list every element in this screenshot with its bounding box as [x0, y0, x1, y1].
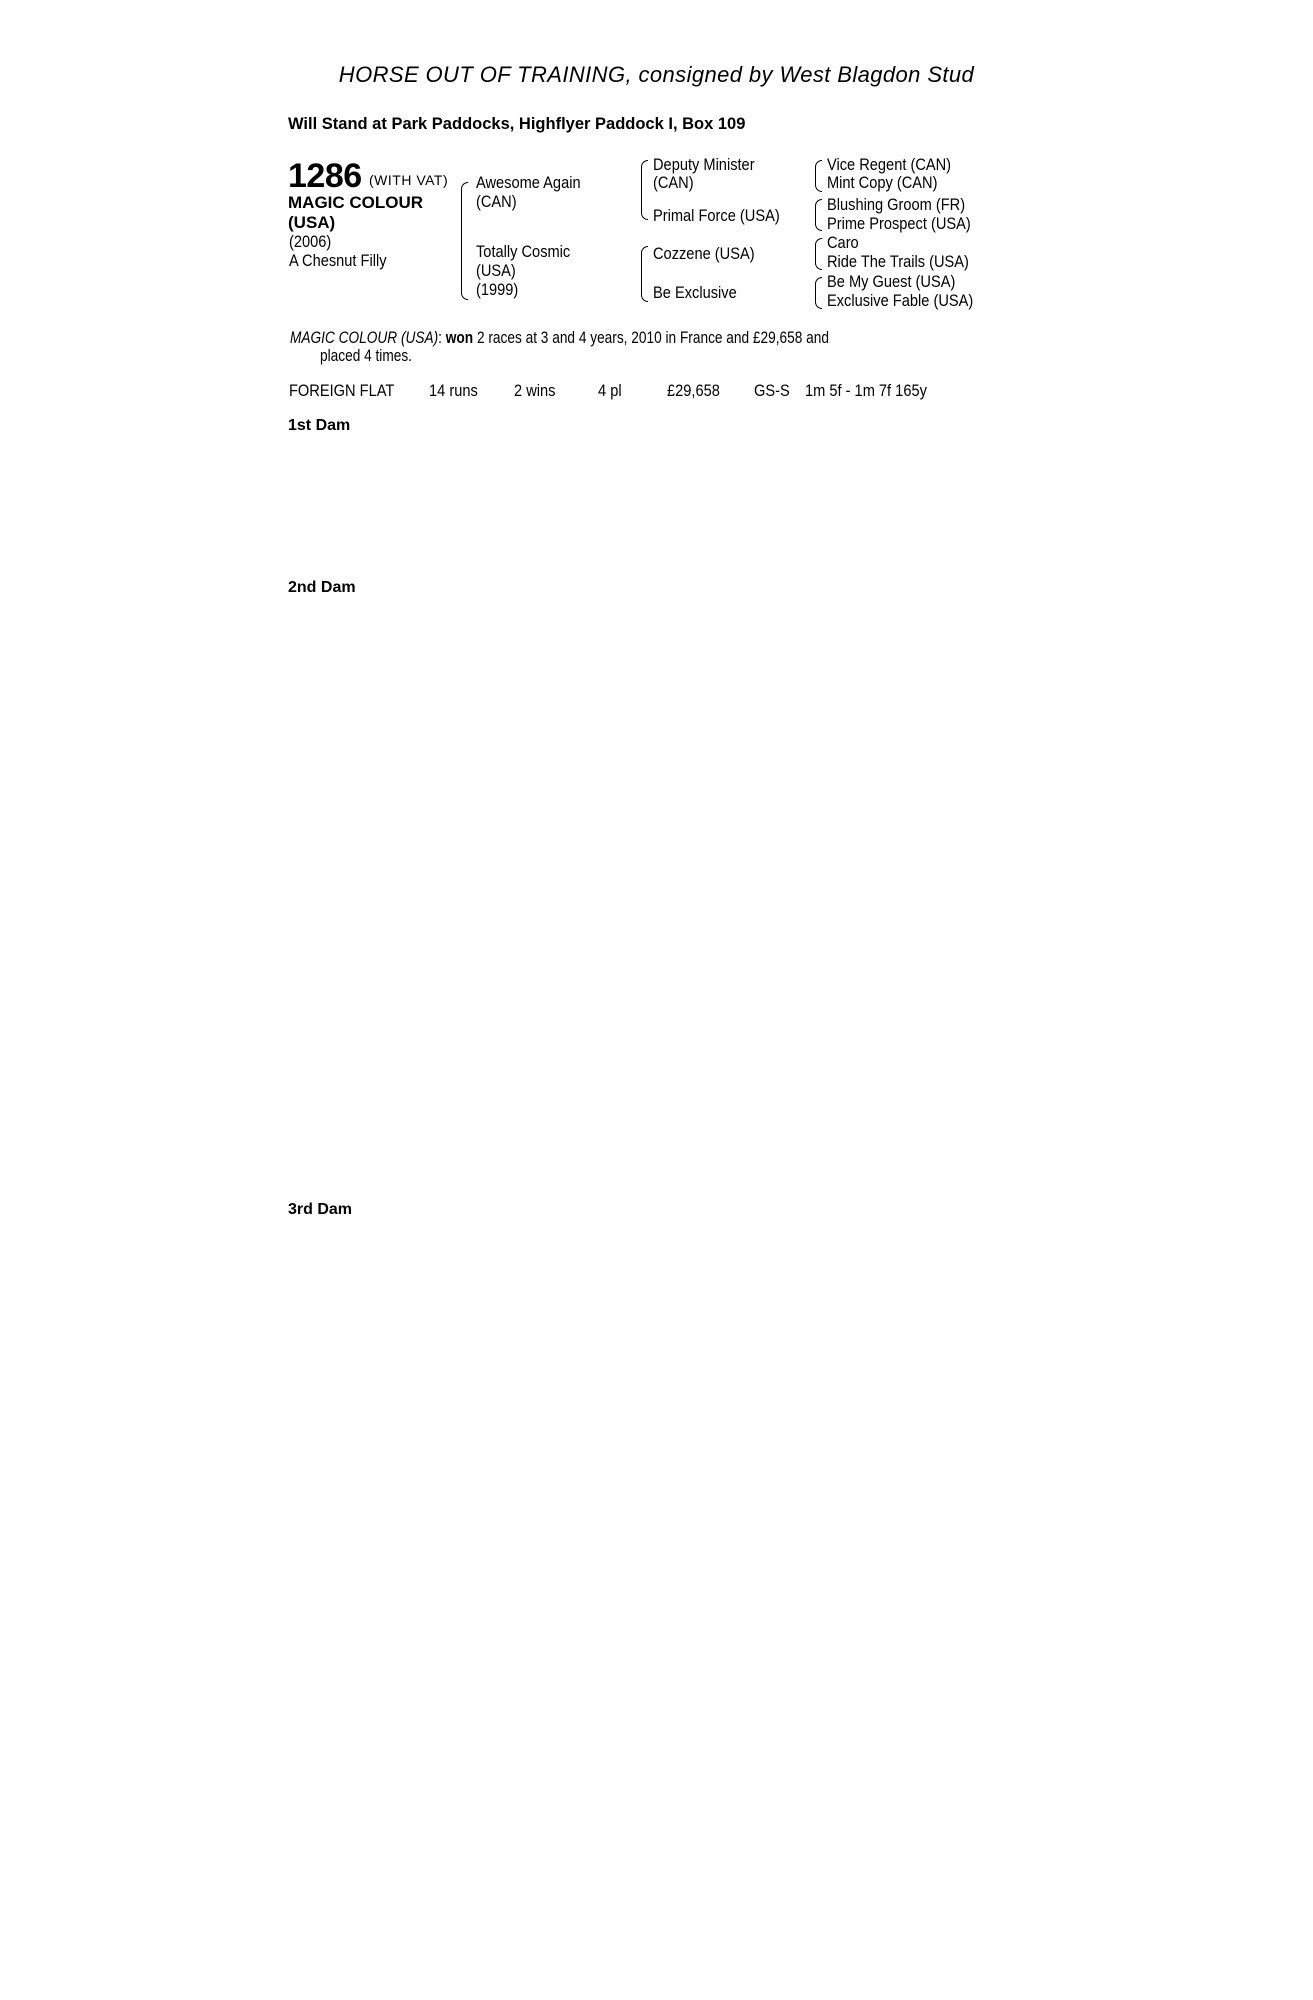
horse-name-line2: (USA) [288, 213, 336, 232]
pedigree-sss: Vice Regent (CAN) [827, 155, 952, 174]
summary-horse-name: MAGIC COLOUR (USA) [290, 329, 439, 347]
race-record-places: 4 pl [598, 381, 622, 400]
race-record-wins: 2 wins [514, 381, 556, 400]
pedigree-ddd: Exclusive Fable (USA) [827, 291, 974, 310]
first-dam-heading: 1st Dam [288, 417, 351, 434]
pedigree-sire-sire-country: (CAN) [653, 173, 694, 192]
horse-name-line1: MAGIC COLOUR [288, 193, 424, 212]
pedigree-brace-sire [641, 160, 648, 220]
pedigree-brace-main [461, 182, 468, 300]
pedigree-dss: Caro [827, 233, 859, 252]
summary-won: won [445, 329, 474, 347]
pedigree-brace-g1 [815, 160, 822, 192]
pedigree-dsd: Ride The Trails (USA) [827, 252, 969, 271]
pedigree-sds: Blushing Groom (FR) [827, 195, 966, 214]
horse-description: A Chesnut Filly [289, 251, 387, 270]
race-record-label: FOREIGN FLAT [289, 381, 395, 400]
pedigree-dam-dam: Be Exclusive [653, 283, 737, 302]
pedigree-dam-country: (USA) [476, 261, 516, 280]
pedigree-sire-sire: Deputy Minister [653, 155, 755, 174]
stand-location: Will Stand at Park Paddocks, Highflyer Paddock I, Box 109 [288, 115, 746, 133]
pedigree-sire-country: (CAN) [476, 192, 517, 211]
race-summary: MAGIC COLOUR (USA): won 2 races at 3 and 4 years, 2010 in France and £29,658 and [290, 329, 829, 347]
pedigree-sdd: Prime Prospect (USA) [827, 214, 971, 233]
race-record-earnings: £29,658 [667, 381, 720, 400]
third-dam-heading: 3rd Dam [288, 1201, 353, 1218]
pedigree-dam-sire: Cozzene (USA) [653, 244, 755, 263]
second-dam-heading: 2nd Dam [288, 579, 356, 596]
lot-number: 1286 [288, 157, 362, 195]
horse-name [288, 193, 448, 233]
summary-text: 2 races at 3 and 4 years, 2010 in France and £29,658 and [476, 329, 829, 347]
pedigree-ssd: Mint Copy (CAN) [827, 173, 938, 192]
race-record-going: GS-S [754, 381, 790, 400]
pedigree-dam: Totally Cosmic [476, 242, 571, 261]
pedigree-sire: Awesome Again [476, 173, 581, 192]
catalogue-header: HORSE OUT OF TRAINING, consigned by West Blagdon Stud [338, 62, 975, 87]
race-record-distance: 1m 5f - 1m 7f 165y [805, 381, 927, 400]
pedigree-dam-year: (1999) [476, 280, 519, 299]
pedigree-dds: Be My Guest (USA) [827, 272, 956, 291]
vat-note: (WITH VAT) [369, 172, 449, 188]
foaling-year: (2006) [289, 232, 332, 251]
pedigree-brace-dam [641, 246, 648, 302]
race-record-runs: 14 runs [429, 381, 478, 400]
race-summary-cont: placed 4 times. [320, 347, 412, 365]
pedigree-brace-g3 [815, 238, 822, 270]
pedigree-brace-g2 [815, 199, 822, 231]
pedigree-sire-dam: Primal Force (USA) [653, 206, 780, 225]
pedigree-brace-g4 [815, 277, 822, 309]
